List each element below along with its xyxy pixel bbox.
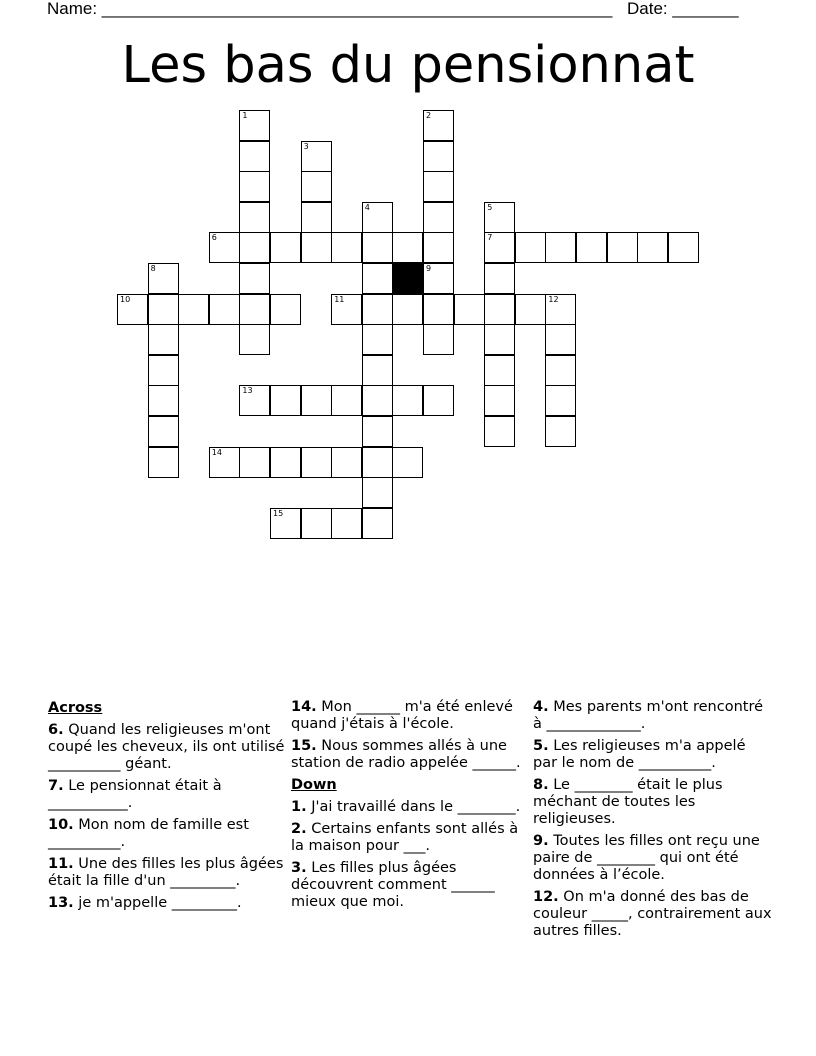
answer-cell[interactable] <box>362 232 393 263</box>
answer-cell[interactable] <box>423 202 454 233</box>
answer-cell[interactable] <box>484 416 515 447</box>
answer-cell[interactable] <box>607 232 638 263</box>
answer-cell[interactable] <box>148 324 179 355</box>
clue <box>291 821 531 855</box>
answer-cell[interactable] <box>362 355 393 386</box>
clue-number: 6. <box>48 722 64 738</box>
clue-number: 6 <box>211 233 217 243</box>
clue-number: 5. <box>533 738 549 754</box>
answer-cell[interactable] <box>545 324 576 355</box>
answer-cell[interactable] <box>178 294 209 325</box>
answer-cell[interactable] <box>148 294 179 325</box>
answer-cell[interactable] <box>423 294 454 325</box>
clue-number: 14. <box>291 699 317 715</box>
clue-text: Le pensionnat était à ___________. <box>48 778 222 811</box>
answer-cell[interactable] <box>270 232 301 263</box>
answer-cell[interactable] <box>423 232 454 263</box>
name-field[interactable]: Name: ______________________________________________________ <box>47 0 613 18</box>
answer-cell[interactable] <box>239 171 270 202</box>
clue-number: 9. <box>533 833 549 849</box>
answer-cell[interactable] <box>239 385 270 416</box>
clue-text: Les religieuses m'a appelé par le nom de __________. <box>533 738 746 771</box>
answer-cell[interactable] <box>239 232 270 263</box>
clue <box>291 860 531 911</box>
clue-number: 14 <box>211 447 222 457</box>
clue-text: J'ai travaillé dans le ________. <box>306 799 521 815</box>
clue <box>48 856 288 890</box>
answer-cell[interactable] <box>423 324 454 355</box>
clue-text: Mon ______ m'a été enlevé quand j'étais à l'école. <box>291 699 513 732</box>
answer-cell[interactable] <box>331 508 362 539</box>
answer-cell[interactable] <box>148 447 179 478</box>
clue-number: 12. <box>533 889 559 905</box>
down-clue-list-continued <box>533 699 773 940</box>
clue <box>533 833 773 884</box>
clue-number: 3 <box>303 141 309 151</box>
answer-cell[interactable] <box>270 508 301 539</box>
clue-number: 10 <box>120 294 131 304</box>
clue-number: 10. <box>48 817 74 833</box>
answer-cell[interactable] <box>545 294 576 325</box>
clue-text: Le ________ était le plus méchant de toutes les religieuses. <box>533 777 723 827</box>
clue-number: 7. <box>48 778 64 794</box>
answer-cell[interactable] <box>331 232 362 263</box>
clue <box>48 778 288 812</box>
answer-cell[interactable] <box>301 447 332 478</box>
answer-cell[interactable] <box>362 477 393 508</box>
answer-cell[interactable] <box>576 232 607 263</box>
clue-text: Certains enfants sont allés à la maison pour ___. <box>291 821 519 854</box>
clue-number: 8. <box>533 777 549 793</box>
across-clue-list <box>48 722 288 912</box>
answer-cell[interactable] <box>668 232 699 263</box>
clue <box>48 722 288 773</box>
answer-cell[interactable] <box>454 294 485 325</box>
clue-text: je m'appelle _________. <box>73 895 242 911</box>
answer-cell[interactable] <box>362 385 393 416</box>
answer-cell[interactable] <box>270 294 301 325</box>
clue-number: 1 <box>242 111 248 120</box>
answer-cell[interactable] <box>423 263 454 294</box>
clue-number: 8 <box>150 264 156 273</box>
clue <box>533 738 773 772</box>
clue-number: 13. <box>48 895 74 911</box>
answer-cell[interactable] <box>331 294 362 325</box>
across-clue-list-continued <box>291 699 531 772</box>
clue-number: 13 <box>242 386 253 396</box>
black-cell <box>392 263 423 294</box>
answer-cell[interactable] <box>484 263 515 294</box>
answer-cell[interactable] <box>484 385 515 416</box>
clue-number: 3. <box>291 860 307 876</box>
answer-cell[interactable] <box>301 385 332 416</box>
answer-cell[interactable] <box>301 171 332 202</box>
clue-text: Mon nom de famille est __________. <box>48 817 249 850</box>
across-heading: Across <box>48 700 103 716</box>
clue-text: Quand les religieuses m'ont coupé les cheveux, ils ont utilisé __________ géant. <box>48 722 285 772</box>
answer-cell[interactable] <box>362 324 393 355</box>
answer-cell[interactable] <box>239 324 270 355</box>
clue-number: 11 <box>334 294 345 304</box>
clue-number: 9 <box>426 264 432 273</box>
clue-number: 4. <box>533 699 549 715</box>
clue-number: 2. <box>291 821 307 837</box>
answer-cell[interactable] <box>423 141 454 172</box>
answer-cell[interactable] <box>545 385 576 416</box>
answer-cell[interactable] <box>423 110 454 141</box>
clue-number: 7 <box>487 233 493 243</box>
clue-column-2 <box>291 699 531 916</box>
answer-cell[interactable] <box>148 385 179 416</box>
clue-text: Une des filles les plus âgées était la fille d'un _________. <box>48 856 284 889</box>
answer-cell[interactable] <box>362 447 393 478</box>
answer-cell[interactable] <box>209 232 240 263</box>
clue-number: 1. <box>291 799 307 815</box>
answer-cell[interactable] <box>239 141 270 172</box>
clue-text: Nous sommes allés à une station de radio appelée ______. <box>291 738 521 771</box>
answer-cell[interactable] <box>270 447 301 478</box>
answer-cell[interactable] <box>637 232 668 263</box>
clue-column-1 <box>48 699 288 917</box>
answer-cell[interactable] <box>484 294 515 325</box>
clue-number: 2 <box>426 111 432 120</box>
clue <box>291 799 531 816</box>
clue-text: Mes parents m'ont rencontré à _____________. <box>533 699 764 732</box>
answer-cell[interactable] <box>515 294 546 325</box>
down-clue-list <box>291 799 531 911</box>
clue-number: 11. <box>48 856 74 872</box>
clue-number: 5 <box>487 202 493 212</box>
answer-cell[interactable] <box>301 141 332 172</box>
answer-cell[interactable] <box>392 232 423 263</box>
clue-text: Toutes les filles ont reçu une paire de ________ qui ont été données à l’école. <box>533 833 760 883</box>
answer-cell[interactable] <box>148 355 179 386</box>
answer-cell[interactable] <box>484 232 515 263</box>
answer-cell[interactable] <box>209 447 240 478</box>
clue-number: 12 <box>548 294 559 304</box>
answer-cell[interactable] <box>362 202 393 233</box>
answer-cell[interactable] <box>301 232 332 263</box>
answer-cell[interactable] <box>515 232 546 263</box>
answer-cell[interactable] <box>545 355 576 386</box>
answer-cell[interactable] <box>331 385 362 416</box>
page-title: Les bas du pensionnat <box>121 36 695 95</box>
answer-cell[interactable] <box>239 263 270 294</box>
answer-cell[interactable] <box>239 447 270 478</box>
clue-number: 15. <box>291 738 317 754</box>
answer-cell[interactable] <box>423 171 454 202</box>
answer-cell[interactable] <box>392 294 423 325</box>
clue-text: On m'a donné des bas de couleur _____, contrairement aux autres filles. <box>533 889 772 939</box>
answer-cell[interactable] <box>362 263 393 294</box>
answer-cell[interactable] <box>117 294 148 325</box>
answer-cell[interactable] <box>239 202 270 233</box>
clue <box>533 889 773 940</box>
answer-cell[interactable] <box>301 202 332 233</box>
answer-cell[interactable] <box>239 110 270 141</box>
answer-cell[interactable] <box>239 294 270 325</box>
clue <box>533 699 773 733</box>
answer-cell[interactable] <box>301 508 332 539</box>
answer-cell[interactable] <box>362 508 393 539</box>
answer-cell[interactable] <box>362 416 393 447</box>
clue <box>533 777 773 828</box>
clue-text: Les filles plus âgées découvrent comment ______ mieux que moi. <box>291 860 495 910</box>
answer-cell[interactable] <box>423 385 454 416</box>
answer-cell[interactable] <box>270 385 301 416</box>
clue <box>291 738 531 772</box>
answer-cell[interactable] <box>331 447 362 478</box>
answer-cell[interactable] <box>545 416 576 447</box>
date-field[interactable]: Date: _______ <box>627 0 739 18</box>
answer-cell[interactable] <box>392 385 423 416</box>
answer-cell[interactable] <box>148 263 179 294</box>
answer-cell[interactable] <box>362 294 393 325</box>
answer-cell[interactable] <box>209 294 240 325</box>
clue-number: 15 <box>273 508 284 518</box>
clue <box>48 895 288 912</box>
clue <box>291 699 531 733</box>
down-heading: Down <box>291 777 337 793</box>
answer-cell[interactable] <box>484 202 515 233</box>
clue-column-3 <box>533 699 773 945</box>
answer-cell[interactable] <box>484 355 515 386</box>
answer-cell[interactable] <box>545 232 576 263</box>
answer-cell[interactable] <box>392 447 423 478</box>
answer-cell[interactable] <box>484 324 515 355</box>
answer-cell[interactable] <box>148 416 179 447</box>
clue-number: 4 <box>364 202 370 212</box>
clue <box>48 817 288 851</box>
